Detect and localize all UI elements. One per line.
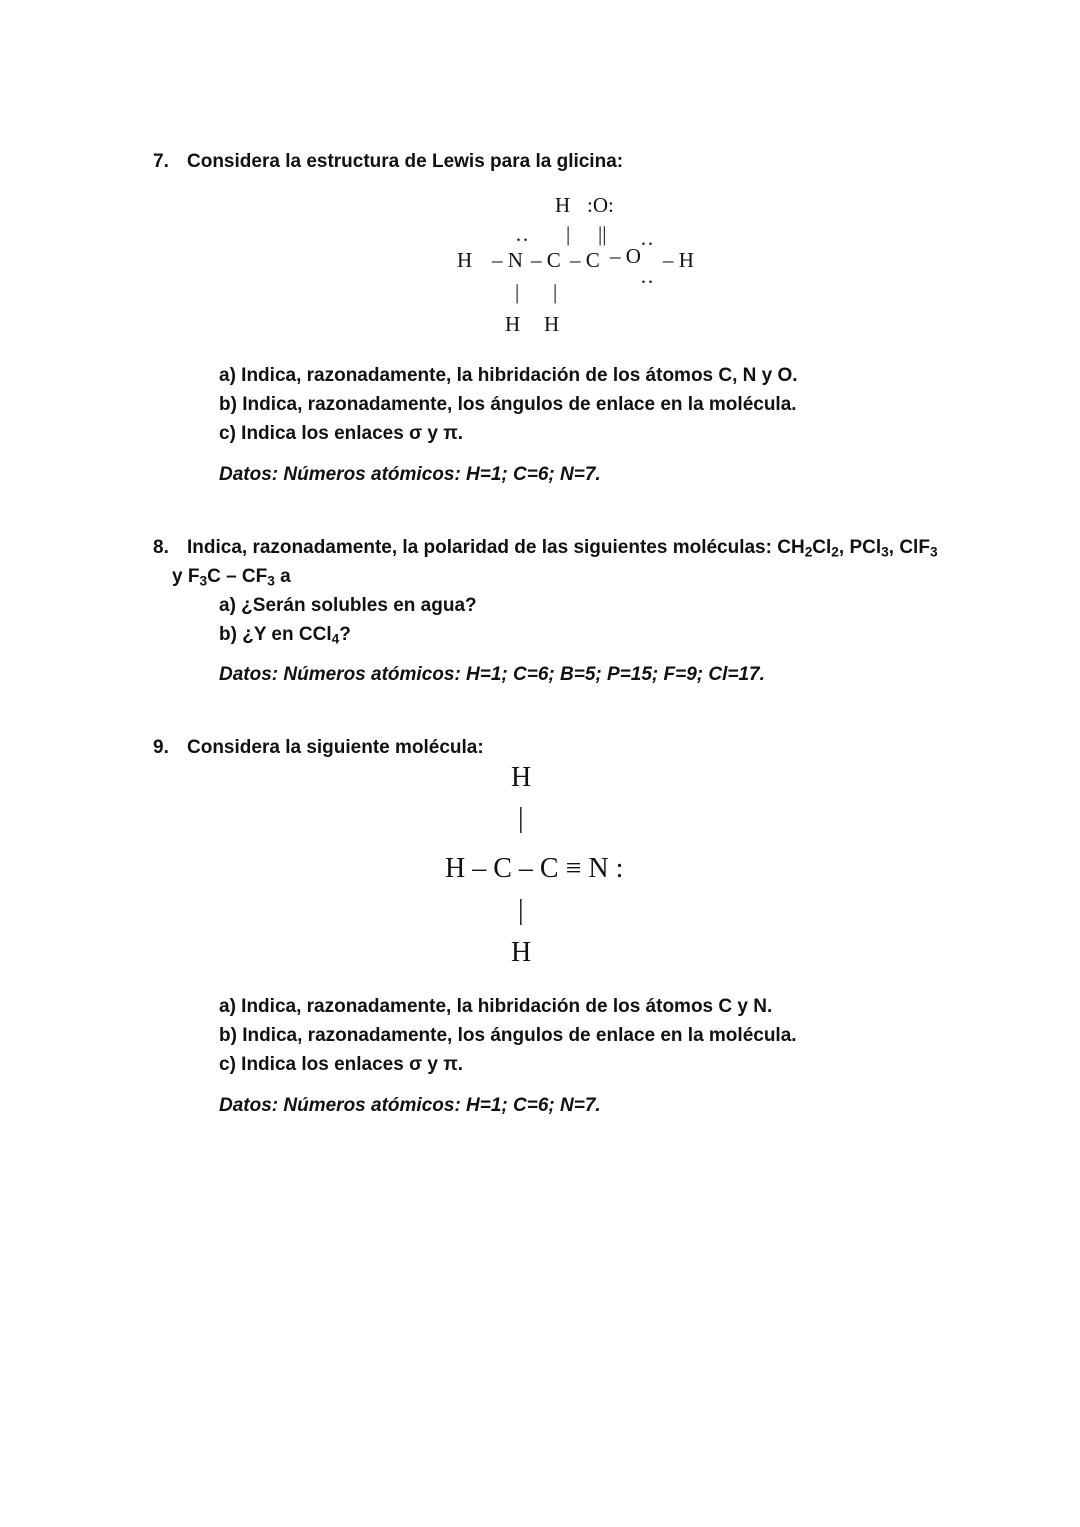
q7-item-b: b) Indica, razonadamente, los ángulos de enlace en la molécula. xyxy=(219,394,797,415)
glycine-o-lone-pair-bottom: ·· xyxy=(640,270,654,294)
q9-datos: Datos: Números atómicos: H=1; C=6; N=7. xyxy=(219,1095,601,1116)
question-7 xyxy=(0,148,1080,178)
glycine-n-lone-pair: ·· xyxy=(515,228,529,252)
q7-datos: Datos: Números atómicos: H=1; C=6; N=7. xyxy=(219,464,601,485)
question-9-text: Considera la siguiente molécula: xyxy=(187,737,484,758)
glycine-bond-n-h: | xyxy=(515,280,520,304)
glycine-row-n: – N xyxy=(492,248,523,272)
question-8-number: 8. xyxy=(153,537,169,558)
q8-item-b: b) ¿Y en CCl$_4$? xyxy=(219,624,351,647)
question-8 xyxy=(0,534,1080,594)
glycine-row-o: – O xyxy=(610,244,641,268)
glycine-row-h-left: H xyxy=(457,248,473,272)
q7-item-c: c) Indica los enlaces σ y π. xyxy=(219,423,464,444)
acetonitrile-top-h: H xyxy=(511,762,532,793)
molecule-clf3: ClF$_3$ xyxy=(899,537,938,560)
glycine-top-h: H xyxy=(555,193,571,217)
q7-item-a: a) Indica, razonadamente, la hibridación de los átomos C, N y O. xyxy=(219,365,798,386)
glycine-top-o: :O: xyxy=(587,193,614,217)
molecule-pcl3: PCl$_3$ xyxy=(849,537,889,560)
glycine-bond-c1-h-bottom: | xyxy=(553,280,558,304)
glycine-bottom-h2: H xyxy=(544,312,560,336)
glycine-o-lone-pair-top: ·· xyxy=(640,232,654,256)
question-8-line-2: y $F_3C - CF_3$ a xyxy=(172,566,291,589)
q8-line1-prefix: Indica, razonadamente, la polaridad de las siguientes moléculas: xyxy=(187,537,778,558)
molecule-ch2cl2: $CH_2Cl_2$ xyxy=(777,537,839,560)
acetonitrile-bond-bottom: | xyxy=(518,895,524,926)
question-7-text: Considera la estructura de Lewis para la glicina: xyxy=(187,151,624,172)
question-9 xyxy=(0,734,1080,764)
acetonitrile-bottom-h: H xyxy=(511,937,532,968)
q9-item-c: c) Indica los enlaces σ y π. xyxy=(219,1054,464,1075)
glycine-row-c1: – C xyxy=(531,248,561,272)
acetonitrile-main-row: H – C – C ≡ N : xyxy=(445,853,624,884)
glycine-bottom-h1: H xyxy=(505,312,521,336)
glycine-row-h-right: – H xyxy=(663,248,694,272)
glycine-row-c2: – C xyxy=(570,248,600,272)
question-8-line-1: Indica, razonadamente, la polaridad de las siguientes moléculas: $CH_2Cl_2$, PCl$_3$, ClF$_3$ xyxy=(187,537,938,560)
q9-item-b: b) Indica, razonadamente, los ángulos de enlace en la molécula. xyxy=(219,1025,797,1046)
question-7-number: 7. xyxy=(153,151,169,172)
q8-datos: Datos: Números atómicos: H=1; C=6; B=5; P=15; F=9; Cl=17. xyxy=(219,664,765,685)
glycine-double-bond-co: || xyxy=(598,222,607,246)
q8-item-a: a) ¿Serán solubles en agua? xyxy=(219,595,477,616)
q9-item-a: a) Indica, razonadamente, la hibridación de los átomos C y N. xyxy=(219,996,773,1017)
glycine-bond-c1-h: | xyxy=(566,222,571,246)
question-9-number: 9. xyxy=(153,737,169,758)
acetonitrile-bond-top: | xyxy=(518,803,524,834)
